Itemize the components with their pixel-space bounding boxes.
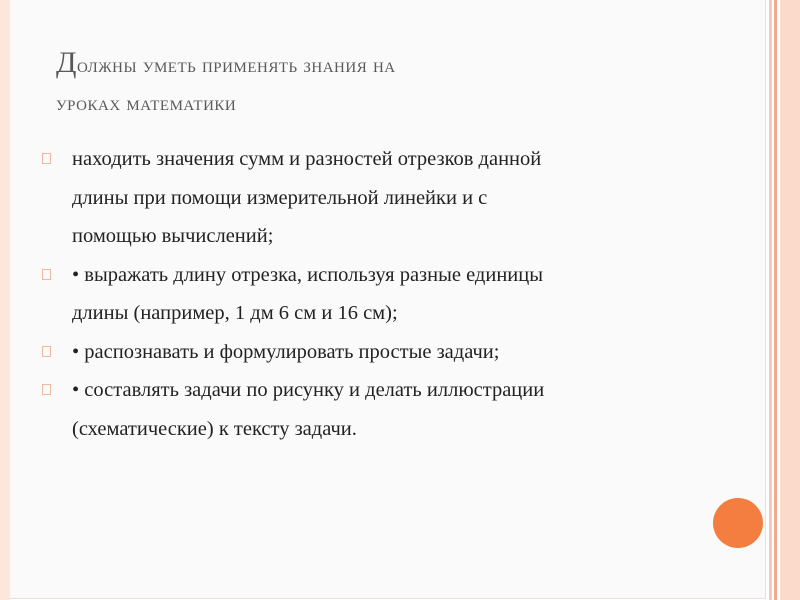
bullet-item-3 [40, 333, 700, 372]
bullet-list [40, 140, 700, 448]
bullet-1-line-2: длины при помощи измерительной линейки и с [72, 186, 488, 209]
bullet-4-line-2: (схематические) к тексту задачи. [72, 417, 357, 440]
title-line-1 [56, 44, 716, 84]
left-margin-bar [0, 0, 10, 600]
square-bullet-icon [42, 384, 51, 395]
slide-title [56, 44, 716, 122]
title-line-2: уроках математики [56, 91, 237, 115]
bullet-3-line-1: • распознавать и формулировать простые задачи; [72, 340, 500, 363]
title-rest-1: олжны уметь применять знания на [76, 53, 396, 77]
orange-circle-decoration [713, 498, 763, 548]
square-bullet-icon [42, 269, 51, 280]
square-bullet-icon [42, 153, 51, 164]
bullet-2-line-2: длины (например, 1 дм 6 см и 16 см); [72, 302, 398, 324]
bullet-1-line-1: находить значения сумм и разностей отрезков данной [72, 148, 542, 170]
bullet-item-4 [40, 371, 700, 448]
bullet-4-line-1: • составлять задачи по рисунку и делать иллюстрации [72, 379, 545, 401]
bullet-1-line-3: помощью вычислений; [72, 225, 274, 247]
bullet-item-1 [40, 140, 700, 256]
square-bullet-icon [42, 346, 51, 357]
bullet-item-2 [40, 256, 700, 333]
decorative-stripes [766, 0, 800, 600]
title-initial-1: Д [56, 46, 77, 79]
bullet-2-line-1: • выражать длину отрезка, используя разные единицы [72, 263, 544, 286]
